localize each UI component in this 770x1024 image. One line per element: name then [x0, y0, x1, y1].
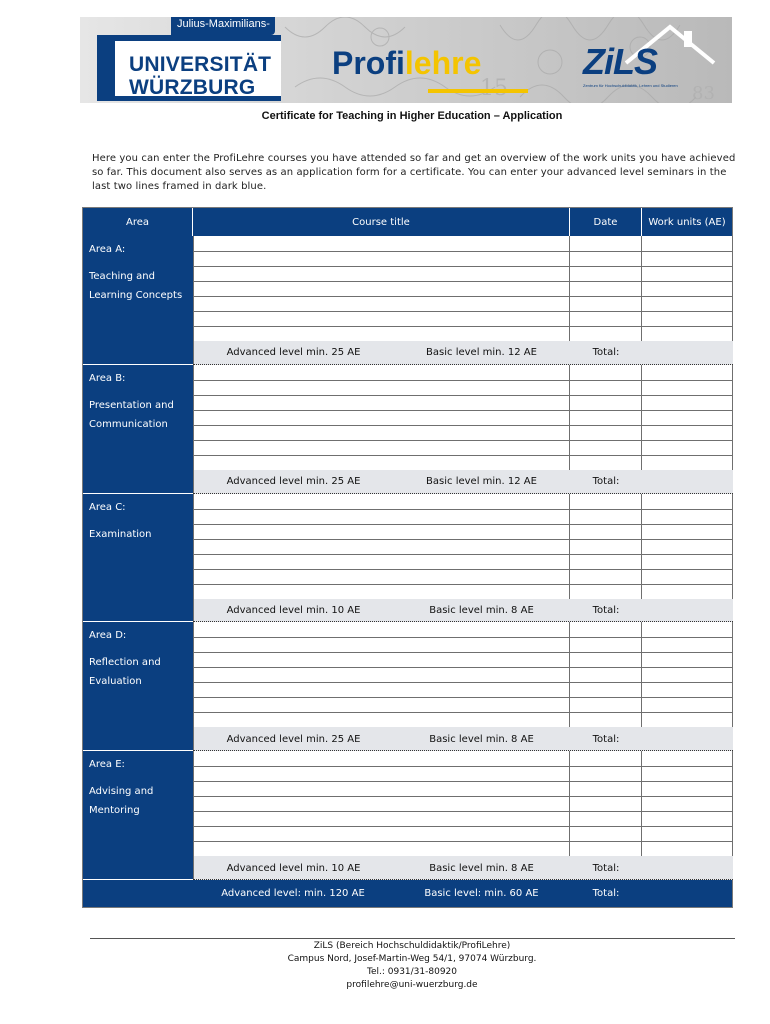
- area-summary-row: [193, 727, 733, 751]
- entry-row: [193, 811, 733, 827]
- date-field[interactable]: [570, 751, 642, 767]
- date-field[interactable]: [570, 554, 642, 570]
- date-field[interactable]: [570, 667, 642, 683]
- area-total-field[interactable]: [642, 727, 733, 751]
- course-title-field[interactable]: [193, 811, 570, 827]
- profi-text: Profi: [332, 45, 405, 81]
- date-field[interactable]: [570, 622, 642, 638]
- date-field[interactable]: [570, 652, 642, 668]
- date-field[interactable]: [570, 410, 642, 426]
- date-field[interactable]: [570, 781, 642, 797]
- entry-row: [193, 584, 733, 600]
- total-label: Total:: [592, 733, 620, 745]
- work-units-field[interactable]: [642, 236, 733, 252]
- date-field[interactable]: [570, 395, 642, 411]
- header-work-units: Work units (AE): [642, 208, 732, 236]
- svg-text:83: 83: [692, 83, 715, 103]
- course-title-field[interactable]: [193, 841, 570, 857]
- entry-row: [193, 410, 733, 426]
- grand-total-row: [83, 880, 732, 907]
- date-field[interactable]: [570, 524, 642, 540]
- intro-text: Here you can enter the ProfiLehre courses you have attended so far and get an overview of the work units you have achieved so far. This document also serves as an application form for a certificate. You can enter your advanced level seminars in the last two lines framed in dark blue.: [92, 153, 736, 192]
- area-total-field[interactable]: [642, 470, 733, 494]
- work-units-field[interactable]: [642, 296, 733, 312]
- area-name: Area B:: [89, 372, 126, 384]
- entry-row: [193, 524, 733, 540]
- area-name: Area C:: [89, 501, 126, 513]
- footer-line3: Tel.: 0931/31-80920: [366, 967, 458, 977]
- date-field[interactable]: [570, 311, 642, 327]
- footer-line2: Campus Nord, Josef-Martin-Weg 54/1, 97074 Würzburg.: [287, 954, 537, 964]
- date-field[interactable]: [570, 697, 642, 713]
- date-field[interactable]: [570, 796, 642, 812]
- course-title-field[interactable]: [193, 796, 570, 812]
- date-field[interactable]: [570, 712, 642, 728]
- course-title-field[interactable]: [193, 410, 570, 426]
- entry-row: [193, 697, 733, 713]
- entry-row: [193, 781, 733, 797]
- entry-row: [193, 796, 733, 812]
- work-units-field[interactable]: [642, 682, 733, 698]
- total-label: Total:: [592, 347, 620, 359]
- university-tag-text: Julius-Maximilians-: [177, 18, 270, 30]
- grand-total-advanced: Advanced level: min. 120 AE: [221, 888, 365, 899]
- entry-row: [193, 652, 733, 668]
- grand-total-label: Total:: [592, 888, 620, 899]
- basic-level-label: Basic level min. 12 AE: [426, 347, 537, 359]
- basic-level-label: Basic level min. 8 AE: [429, 733, 534, 745]
- work-units-field[interactable]: [642, 380, 733, 396]
- work-units-field[interactable]: [642, 455, 733, 471]
- work-units-field[interactable]: [642, 365, 733, 381]
- course-title-field[interactable]: [193, 251, 570, 267]
- advanced-level-label: Advanced level min. 10 AE: [193, 856, 393, 880]
- date-field[interactable]: [570, 569, 642, 585]
- course-title-field[interactable]: [193, 682, 570, 698]
- area-summary-row: [193, 856, 733, 880]
- entry-row: [193, 266, 733, 282]
- area-subtitle-line1: Advising and: [89, 786, 154, 798]
- area-subtitle-line1: Teaching and: [89, 271, 155, 282]
- entry-row: [193, 311, 733, 327]
- total-label: Total:: [592, 476, 620, 488]
- date-field[interactable]: [570, 440, 642, 456]
- advanced-level-label: Advanced level min. 10 AE: [193, 599, 393, 623]
- total-label: Total:: [592, 604, 620, 616]
- area-subtitle-line1: Examination: [89, 528, 152, 540]
- work-units-field[interactable]: [642, 326, 733, 342]
- header-date: Date: [570, 208, 642, 236]
- date-field[interactable]: [570, 425, 642, 441]
- work-units-field[interactable]: [642, 667, 733, 683]
- work-units-field[interactable]: [642, 524, 733, 540]
- course-title-field[interactable]: [193, 766, 570, 782]
- course-title-field[interactable]: [193, 326, 570, 342]
- date-field[interactable]: [570, 380, 642, 396]
- course-title-field[interactable]: [193, 697, 570, 713]
- footer-line1: ZiLS (Bereich Hochschuldidaktik/ProfiLehre): [313, 941, 511, 951]
- entry-row: [193, 554, 733, 570]
- work-units-field[interactable]: [642, 637, 733, 653]
- entry-row: [193, 365, 733, 381]
- work-units-field[interactable]: [642, 652, 733, 668]
- course-title-field[interactable]: [193, 281, 570, 297]
- course-title-field[interactable]: [193, 425, 570, 441]
- work-units-field[interactable]: [642, 311, 733, 327]
- course-title-field[interactable]: [193, 509, 570, 525]
- course-table: [82, 207, 733, 908]
- entry-row: [193, 251, 733, 267]
- course-title-field[interactable]: [193, 584, 570, 600]
- entry-row: [193, 425, 733, 441]
- area-cell: [83, 365, 193, 494]
- document-title: Certificate for Teaching in Higher Education – Application: [261, 110, 563, 122]
- area-total-field[interactable]: [642, 341, 733, 365]
- course-title-field[interactable]: [193, 296, 570, 312]
- course-title-field[interactable]: [193, 380, 570, 396]
- advanced-level-label: Advanced level min. 25 AE: [193, 341, 393, 365]
- entry-row: [193, 751, 733, 767]
- entry-row: [193, 440, 733, 456]
- entry-row: [193, 380, 733, 396]
- entry-row: [193, 539, 733, 555]
- course-title-field[interactable]: [193, 569, 570, 585]
- work-units-field[interactable]: [642, 796, 733, 812]
- course-title-field[interactable]: [193, 667, 570, 683]
- work-units-field[interactable]: [642, 826, 733, 842]
- course-title-field[interactable]: [193, 781, 570, 797]
- entry-row: [193, 667, 733, 683]
- total-label: Total:: [592, 862, 620, 874]
- header-banner: [80, 17, 732, 103]
- date-field[interactable]: [570, 509, 642, 525]
- area-summary-row: [193, 341, 733, 365]
- work-units-field[interactable]: [642, 251, 733, 267]
- lehre-underline: [428, 89, 528, 93]
- date-field[interactable]: [570, 766, 642, 782]
- area-cell: [83, 751, 193, 880]
- course-title-field[interactable]: [193, 494, 570, 510]
- course-title-field[interactable]: [193, 440, 570, 456]
- work-units-field[interactable]: [642, 751, 733, 767]
- area-cell: [83, 622, 193, 751]
- entry-row: [193, 766, 733, 782]
- lehre-text: lehre: [404, 45, 482, 81]
- work-units-field[interactable]: [642, 766, 733, 782]
- basic-level-label: Basic level min. 12 AE: [426, 476, 537, 488]
- date-field[interactable]: [570, 365, 642, 381]
- header-course-title: Course title: [193, 208, 570, 236]
- work-units-field[interactable]: [642, 811, 733, 827]
- work-units-field[interactable]: [642, 584, 733, 600]
- entry-row: [193, 622, 733, 638]
- entry-row: [193, 395, 733, 411]
- work-units-field[interactable]: [642, 841, 733, 857]
- work-units-field[interactable]: [642, 494, 733, 510]
- work-units-field[interactable]: [642, 697, 733, 713]
- basic-level-label: Basic level min. 8 AE: [429, 604, 534, 616]
- course-title-field[interactable]: [193, 311, 570, 327]
- work-units-field[interactable]: [642, 440, 733, 456]
- work-units-field[interactable]: [642, 569, 733, 585]
- work-units-field[interactable]: [642, 622, 733, 638]
- entry-row: [193, 712, 733, 728]
- area-name: Area E:: [89, 759, 125, 771]
- work-units-field[interactable]: [642, 395, 733, 411]
- zils-tagline: Zentrum für Hochschuldidaktik, Lehren und Studieren: [583, 83, 678, 88]
- date-field[interactable]: [570, 637, 642, 653]
- date-field[interactable]: [570, 584, 642, 600]
- course-title-field[interactable]: [193, 395, 570, 411]
- course-title-field[interactable]: [193, 266, 570, 282]
- area-total-field[interactable]: [642, 856, 733, 880]
- entry-row: [193, 569, 733, 585]
- advanced-level-label: Advanced level min. 25 AE: [193, 727, 393, 751]
- area-subtitle-line1: Reflection and: [89, 657, 161, 669]
- area-total-field[interactable]: [642, 599, 733, 623]
- date-field[interactable]: [570, 841, 642, 857]
- date-field[interactable]: [570, 251, 642, 267]
- footer-divider: [90, 938, 735, 939]
- course-title-field[interactable]: [193, 652, 570, 668]
- area-subtitle-line1: Presentation and: [89, 399, 174, 411]
- entry-row: [193, 682, 733, 698]
- zils-logo: ZiLS: [583, 41, 657, 82]
- work-units-field[interactable]: [642, 781, 733, 797]
- area-subtitle-line2: Evaluation: [89, 676, 142, 688]
- area-subtitle-line2: Mentoring: [89, 805, 140, 817]
- university-logo: [97, 35, 281, 101]
- course-title-field[interactable]: [193, 712, 570, 728]
- date-field[interactable]: [570, 455, 642, 471]
- university-tag: [171, 17, 275, 35]
- grand-total-basic: Basic level: min. 60 AE: [424, 888, 539, 899]
- work-units-field[interactable]: [642, 712, 733, 728]
- course-title-field[interactable]: [193, 826, 570, 842]
- course-title-field[interactable]: [193, 365, 570, 381]
- basic-level-label: Basic level min. 8 AE: [429, 862, 534, 874]
- advanced-level-label: Advanced level min. 25 AE: [193, 470, 393, 494]
- entry-row: [193, 826, 733, 842]
- course-title-field[interactable]: [193, 751, 570, 767]
- header-area: Area: [83, 208, 193, 236]
- date-field[interactable]: [570, 326, 642, 342]
- course-title-field[interactable]: [193, 637, 570, 653]
- date-field[interactable]: [570, 296, 642, 312]
- entry-row: [193, 296, 733, 312]
- course-title-field[interactable]: [193, 622, 570, 638]
- date-field[interactable]: [570, 281, 642, 297]
- work-units-field[interactable]: [642, 281, 733, 297]
- area-cell: [83, 494, 193, 623]
- date-field[interactable]: [570, 494, 642, 510]
- date-field[interactable]: [570, 236, 642, 252]
- date-field[interactable]: [570, 826, 642, 842]
- course-title-field[interactable]: [193, 455, 570, 471]
- course-title-field[interactable]: [193, 554, 570, 570]
- area-summary-row: [193, 599, 733, 623]
- profilehre-logo: [332, 45, 481, 82]
- entry-row: [193, 236, 733, 252]
- entry-row: [193, 494, 733, 510]
- date-field[interactable]: [570, 266, 642, 282]
- footer: [0, 940, 770, 992]
- area-subtitle-line2: Communication: [89, 418, 168, 430]
- footer-line4: profilehre@uni-wuerzburg.de: [346, 980, 478, 990]
- area-cell: [83, 236, 193, 365]
- entry-row: [193, 281, 733, 297]
- date-field[interactable]: [570, 682, 642, 698]
- entry-row: [193, 637, 733, 653]
- entry-row: [193, 841, 733, 857]
- course-title-field[interactable]: [193, 539, 570, 555]
- course-title-field[interactable]: [193, 236, 570, 252]
- date-field[interactable]: [570, 539, 642, 555]
- course-title-field[interactable]: [193, 524, 570, 540]
- work-units-field[interactable]: [642, 266, 733, 282]
- university-line1: UNIVERSITÄT: [129, 53, 272, 76]
- work-units-field[interactable]: [642, 410, 733, 426]
- area-name: Area A:: [89, 244, 126, 255]
- university-line2: WÜRZBURG: [129, 76, 256, 99]
- work-units-field[interactable]: [642, 425, 733, 441]
- entry-row: [193, 509, 733, 525]
- work-units-field[interactable]: [642, 554, 733, 570]
- grand-total-value-field[interactable]: [642, 880, 732, 907]
- area-subtitle-line2: Learning Concepts: [89, 290, 183, 301]
- work-units-field[interactable]: [642, 539, 733, 555]
- work-units-field[interactable]: [642, 509, 733, 525]
- entry-row: [193, 455, 733, 471]
- entry-row: [193, 326, 733, 342]
- area-summary-row: [193, 470, 733, 494]
- area-name: Area D:: [89, 630, 127, 642]
- date-field[interactable]: [570, 811, 642, 827]
